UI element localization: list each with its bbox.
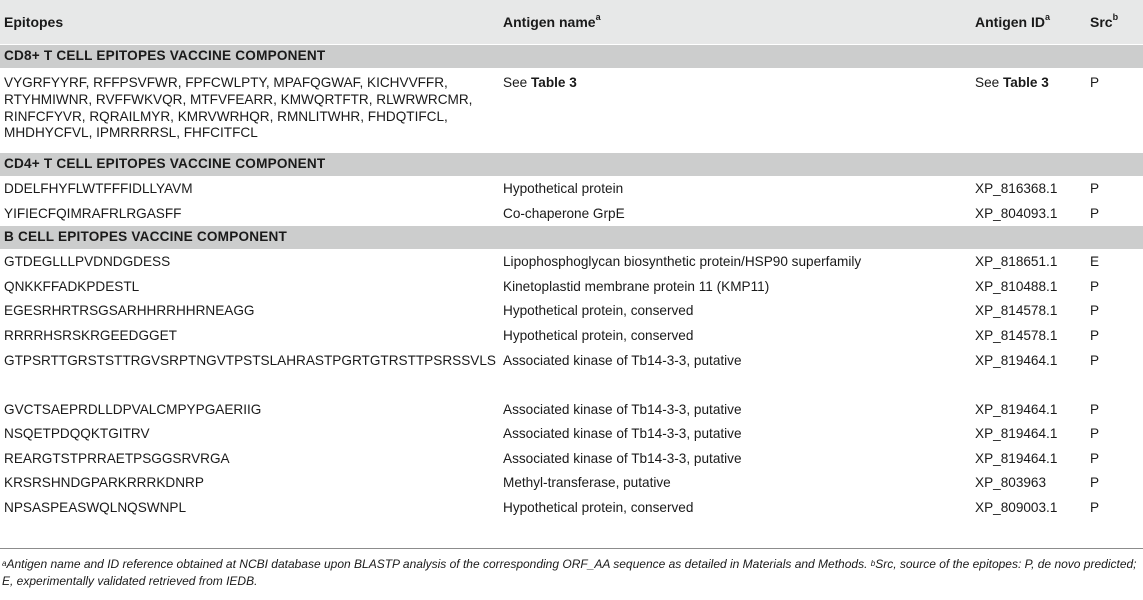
src-cell: P <box>1090 401 1100 417</box>
table-row <box>0 176 1143 201</box>
antigen-name-cell: Associated kinase of Tb14-3-3, putative <box>503 426 742 442</box>
antigen-id-cell: XP_803963 <box>975 475 1047 491</box>
antigen-name-cell: Kinetoplastid membrane protein 11 (KMP11) <box>503 278 770 294</box>
antigen-id-cell: XP_819464.1 <box>975 352 1058 368</box>
antigen-name-cell: Associated kinase of Tb14-3-3, putative <box>503 450 742 466</box>
antigen-name-cell: Hypothetical protein, conserved <box>503 499 694 515</box>
header-epitopes-label: Epitopes <box>4 13 64 30</box>
antigen-name-cell: Hypothetical protein <box>503 181 624 196</box>
src-cell: P <box>1090 475 1100 491</box>
table-header-row <box>0 0 1143 44</box>
table-row <box>0 397 1143 422</box>
header-antigen-id-label: Antigen ID <box>975 13 1045 30</box>
src-cell: P <box>1090 426 1100 442</box>
table-row <box>0 68 1143 152</box>
antigen-id-cell: XP_810488.1 <box>975 278 1058 294</box>
footnote-b-text: Src, source of the epitopes: P, de novo predicted; E, experimentally validated retrieved from IEDB. <box>2 557 1137 588</box>
footnote-marker: b <box>870 559 876 568</box>
header-antigen-id <box>971 0 1086 44</box>
header-src-label: Src <box>1090 13 1113 30</box>
section-title: CD4+ T CELL EPITOPES VACCINE COMPONENT <box>0 152 1143 176</box>
src-cell: P <box>1090 499 1100 515</box>
src-cell: P <box>1090 205 1100 221</box>
table-row <box>0 201 1143 226</box>
antigen-name-cell <box>499 68 971 152</box>
antigen-id-cell: XP_818651.1 <box>975 254 1058 270</box>
src-cell: P <box>1090 352 1100 368</box>
see-label: See <box>975 75 1000 90</box>
epitope-cell: YIFIECFQIMRAFRLRGASFF <box>4 205 182 221</box>
table-row <box>0 348 1143 397</box>
antigen-id-cell: XP_819464.1 <box>975 426 1058 442</box>
footnote-marker: a <box>595 11 601 22</box>
antigen-id-cell: XP_809003.1 <box>975 499 1058 515</box>
section-header-cd8 <box>0 44 1143 68</box>
header-epitopes <box>0 0 499 44</box>
antigen-id-cell: XP_804093.1 <box>975 205 1058 221</box>
antigen-name-cell: Associated kinase of Tb14-3-3, putative <box>503 401 742 417</box>
src-cell: P <box>1090 327 1100 343</box>
section-title: CD8+ T CELL EPITOPES VACCINE COMPONENT <box>0 44 1143 68</box>
section-title: B CELL EPITOPES VACCINE COMPONENT <box>0 225 1143 249</box>
src-cell: P <box>1090 181 1100 196</box>
footnote-marker: a <box>2 559 7 568</box>
src-cell: P <box>1090 278 1100 294</box>
antigen-name-cell: Hypothetical protein, conserved <box>503 327 694 343</box>
epitope-cell: GTDEGLLLPVDNDGDESS <box>4 254 171 270</box>
footnote-marker: a <box>1045 11 1051 22</box>
table-row <box>0 323 1143 348</box>
antigen-name-cell: Lipophosphoglycan biosynthetic protein/HSP90 superfamily <box>503 254 862 270</box>
src-cell: P <box>1090 75 1100 90</box>
src-cell: P <box>1090 450 1100 466</box>
epitope-cell: REARGTSTPRRAETPSGGSRVRGA <box>4 450 230 466</box>
epitope-cell: RRRRHSRSKRGEEDGGET <box>4 327 177 343</box>
header-antigen-name-label: Antigen name <box>503 13 596 30</box>
antigen-id-cell <box>971 68 1086 152</box>
antigen-name-cell: Methyl-transferase, putative <box>503 475 671 491</box>
antigen-id-cell: XP_819464.1 <box>975 401 1058 417</box>
table-row <box>0 274 1143 299</box>
table-footnote <box>2 556 1143 590</box>
table-row <box>0 249 1143 274</box>
table-row <box>0 421 1143 446</box>
table-row <box>0 446 1143 471</box>
see-label: See <box>503 75 528 90</box>
footnote-a-text: Antigen name and ID reference obtained at NCBI database upon BLASTP analysis of the corresponding ORF_AA sequence as detailed in Materials and Methods. <box>6 557 868 571</box>
epitope-cell: NSQETPDQQKTGITRV <box>4 426 150 442</box>
table-reference-link[interactable]: Table 3 <box>530 75 577 90</box>
header-antigen-name <box>499 0 971 44</box>
footnote-marker: b <box>1112 11 1119 22</box>
antigen-id-cell: XP_819464.1 <box>975 450 1058 466</box>
table-row <box>0 298 1143 323</box>
epitope-cell: GTPSRTTGRSTSTTRGVSRPTNGVTPSTSLAHRASTPGRTGTRSTTPSRSSVLS <box>4 352 496 368</box>
epitope-cell: DDELFHYFLWTFFFIDLLYAVM <box>4 181 193 196</box>
antigen-id-cell: XP_814578.1 <box>975 303 1058 319</box>
epitope-cell: QNKKFFADKPDESTL <box>4 278 140 294</box>
table-reference-link[interactable]: Table 3 <box>1002 75 1049 90</box>
table-bottom-rule <box>0 548 1143 549</box>
section-header-cd4 <box>0 152 1143 176</box>
antigen-name-cell: Hypothetical protein, conserved <box>503 303 694 319</box>
src-cell: P <box>1090 303 1100 319</box>
table-row <box>0 495 1143 520</box>
section-header-bcell <box>0 225 1143 249</box>
epitope-cell: NPSASPEASWQLNQSWNPL <box>4 499 187 515</box>
antigen-id-cell: XP_816368.1 <box>975 181 1058 196</box>
antigen-name-cell: Co-chaperone GrpE <box>503 205 625 221</box>
epitope-cell: VYGRFYYRF, RFFPSVFWR, FPFCWLPTY, MPAFQGWAF, KICHVVFFR, RTYHMIWNR, RVFFWKVQR, MTFVFEARR, KMWQRTFTR, RLWRWRCMR, RINFCFYVR, RQRAILMYR, KMRVWRHQR, RMNLITWHR, FHDQTIFCL, MHDHYCFVL, IPMRRRRSL, FHFCITFCL <box>4 75 473 141</box>
table-row <box>0 470 1143 495</box>
src-cell: E <box>1090 254 1100 270</box>
epitope-cell: GVCTSAEPRDLLDPVALCMPYPGAERIIG <box>4 401 262 417</box>
antigen-id-cell: XP_814578.1 <box>975 327 1058 343</box>
antigen-name-cell: Associated kinase of Tb14-3-3, putative <box>503 352 742 368</box>
header-src <box>1086 0 1143 44</box>
epitope-cell: EGESRHRTRSGSARHHRRHHRNEAGG <box>4 303 255 319</box>
epitope-cell: KRSRSHNDGPARKRRRKDNRP <box>4 475 204 491</box>
